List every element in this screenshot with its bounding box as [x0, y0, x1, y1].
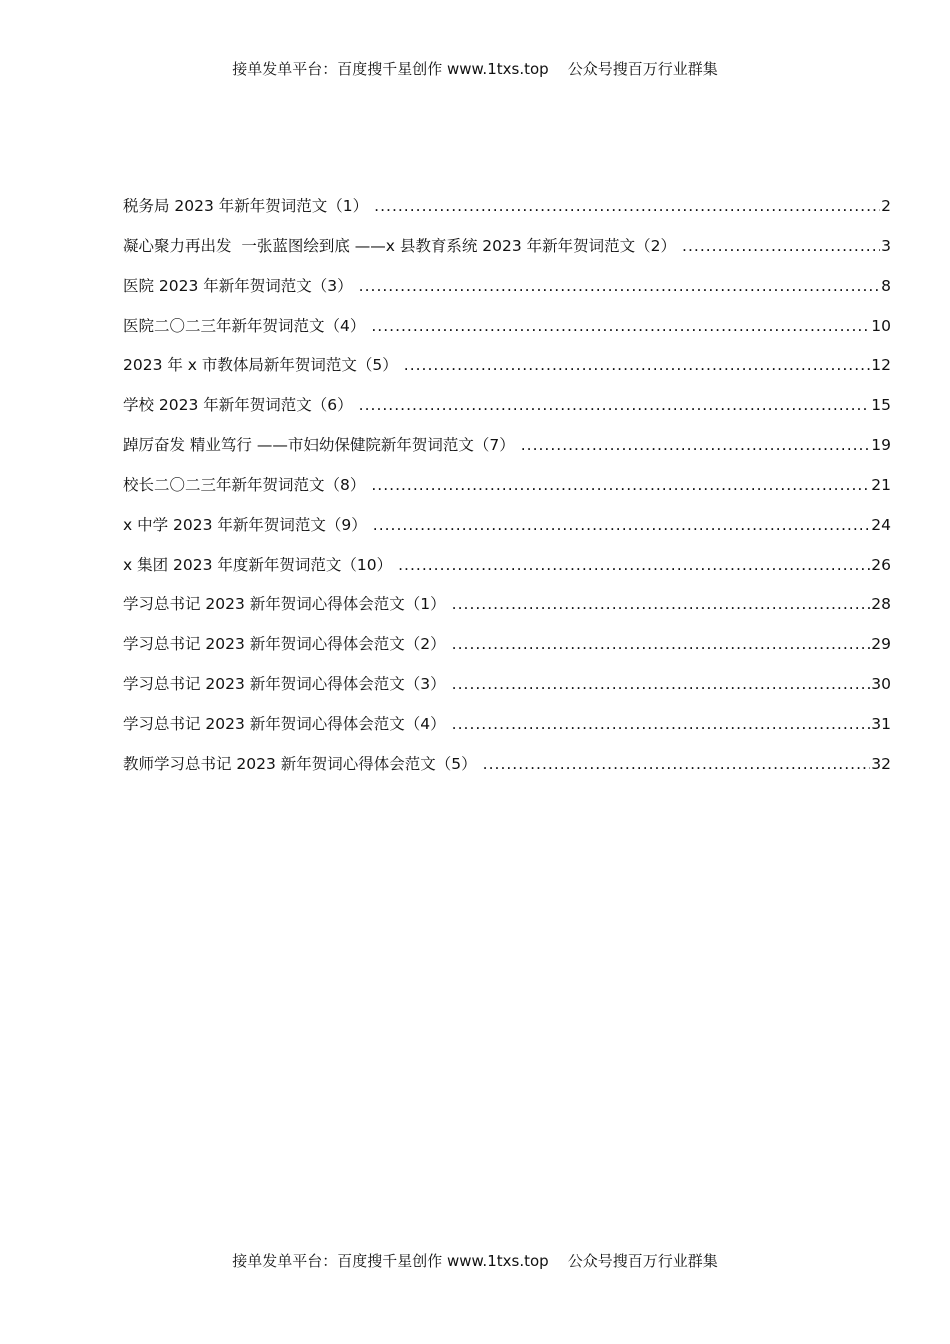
toc-dot-leader — [374, 194, 880, 218]
toc-entry-page: 24 — [871, 515, 891, 534]
toc-entry-page: 15 — [871, 396, 891, 415]
toc-entry-page: 30 — [871, 675, 891, 694]
toc-dot-leader — [371, 314, 870, 338]
toc-dot-leader — [521, 433, 871, 457]
toc-entry-title: 学习总书记 2023 新年贺词心得体会范文（3） — [123, 675, 446, 694]
toc-dot-leader — [452, 672, 871, 696]
toc-dot-leader — [359, 393, 871, 417]
toc-entry-page: 3 — [881, 236, 891, 255]
toc-entry-7[interactable] — [123, 433, 891, 473]
toc-entry-8[interactable] — [123, 473, 891, 513]
toc-entry-page: 2 — [881, 197, 891, 215]
toc-entry-5[interactable] — [123, 353, 891, 393]
toc-entry-page: 26 — [871, 555, 891, 574]
toc-entry-page: 32 — [871, 754, 891, 773]
toc-entry-14[interactable] — [123, 712, 891, 752]
toc-dot-leader — [452, 712, 871, 736]
toc-dot-leader — [452, 592, 871, 616]
toc-entry-title: 学习总书记 2023 新年贺词心得体会范文（1） — [123, 595, 446, 614]
toc-entry-title: 学习总书记 2023 新年贺词心得体会范文（2） — [123, 635, 446, 654]
toc-dot-leader — [398, 553, 870, 577]
toc-entry-title: 校长二〇二三年新年贺词范文（8） — [123, 475, 366, 494]
toc-entry-title: x 中学 2023 年新年贺词范文（9） — [123, 515, 367, 534]
toc-entry-page: 12 — [871, 356, 891, 375]
toc-entry-4[interactable] — [123, 314, 891, 354]
toc-entry-15[interactable] — [123, 752, 891, 792]
toc-entry-11[interactable] — [123, 592, 891, 632]
toc-dot-leader — [682, 234, 880, 258]
toc-entry-page: 31 — [871, 714, 891, 733]
toc-dot-leader — [483, 752, 871, 776]
toc-entry-title: 医院二〇二三年新年贺词范文（4） — [123, 316, 366, 335]
toc-entry-6[interactable] — [123, 393, 891, 433]
toc-entry-title: 学校 2023 年新年贺词范文（6） — [123, 396, 353, 415]
toc-entry-title: 教师学习总书记 2023 新年贺词心得体会范文（5） — [123, 754, 477, 773]
toc-entry-1[interactable] — [123, 194, 891, 234]
toc-entry-page: 10 — [871, 316, 891, 335]
toc-entry-9[interactable] — [123, 513, 891, 553]
toc-dot-leader — [373, 513, 871, 537]
toc-entry-title: 医院 2023 年新年贺词范文（3） — [123, 276, 353, 295]
toc-entry-title: 踔厉奋发 精业笃行 ——市妇幼保健院新年贺词范文（7） — [123, 436, 515, 455]
page-header: 接单发单平台：百度搜千星创作 www.1txs.top 公众号搜百万行业群集 — [232, 60, 718, 78]
toc-entry-3[interactable] — [123, 274, 891, 314]
toc-dot-leader — [371, 473, 870, 497]
toc-entry-page: 21 — [871, 475, 891, 494]
toc-entry-title: 2023 年 x 市教体局新年贺词范文（5） — [123, 356, 398, 375]
toc-entry-title: x 集团 2023 年度新年贺词范文（10） — [123, 555, 393, 574]
toc-entry-title: 税务局 2023 年新年贺词范文（1） — [123, 197, 369, 215]
toc-entry-10[interactable] — [123, 553, 891, 593]
toc-entry-12[interactable] — [123, 632, 891, 672]
toc-entry-page: 19 — [871, 436, 891, 455]
toc-entry-title: 凝心聚力再出发 一张蓝图绘到底 ——x 县教育系统 2023 年新年贺词范文（2） — [123, 236, 677, 255]
toc-entry-2[interactable] — [123, 234, 891, 274]
toc-entry-page: 29 — [871, 635, 891, 654]
toc-dot-leader — [359, 274, 880, 298]
table-of-contents — [123, 194, 891, 792]
toc-dot-leader — [452, 632, 871, 656]
toc-dot-leader — [404, 353, 871, 377]
toc-entry-page: 28 — [871, 595, 891, 614]
toc-entry-title: 学习总书记 2023 新年贺词心得体会范文（4） — [123, 714, 446, 733]
toc-entry-page: 8 — [881, 276, 891, 295]
page-footer: 接单发单平台：百度搜千星创作 www.1txs.top 公众号搜百万行业群集 — [232, 1252, 718, 1270]
toc-entry-13[interactable] — [123, 672, 891, 712]
